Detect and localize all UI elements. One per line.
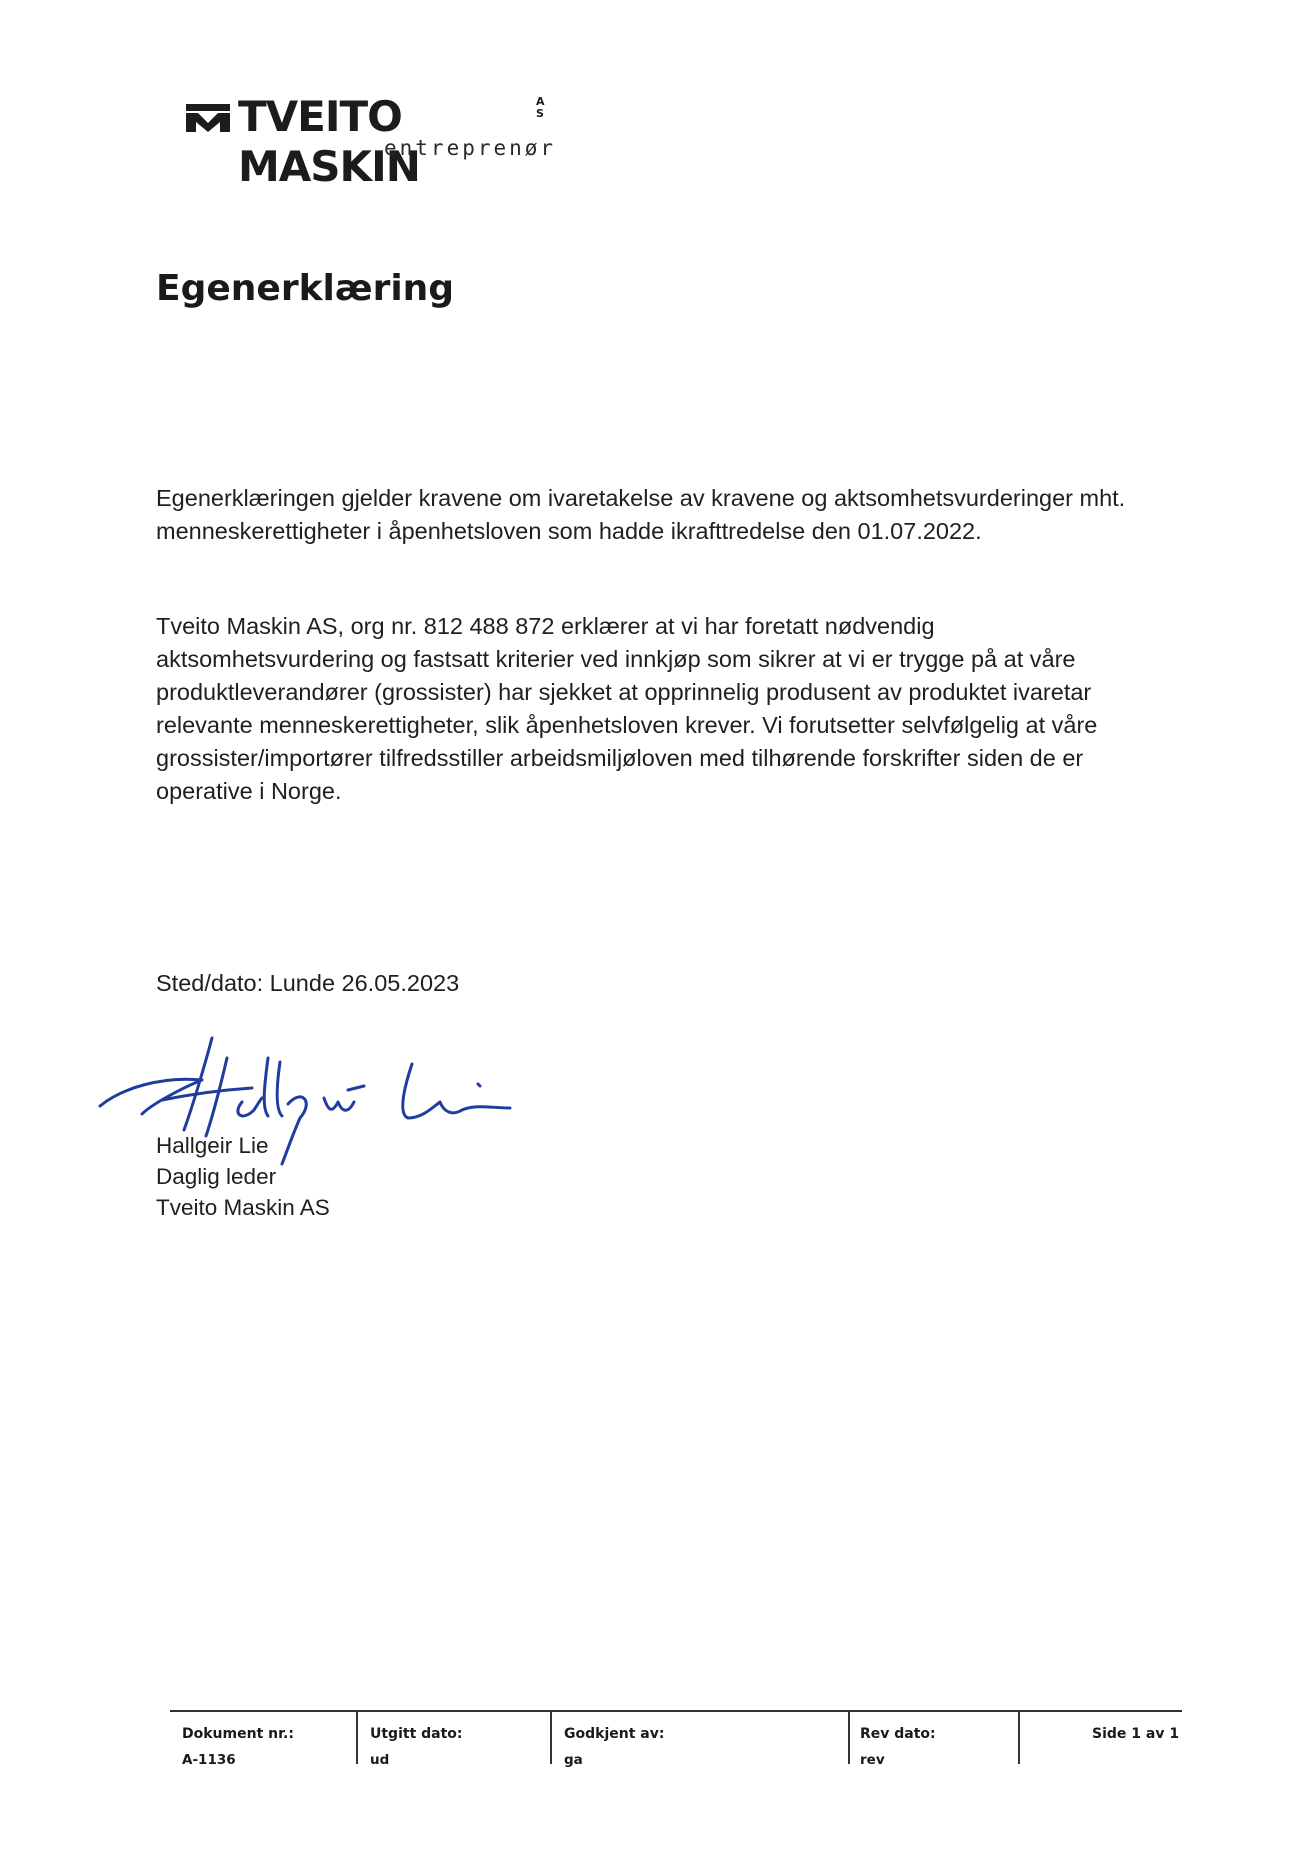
signer-company: Tveito Maskin AS xyxy=(156,1195,330,1220)
signer-name: Hallgeir Lie xyxy=(156,1133,269,1158)
footer-divider xyxy=(356,1712,358,1764)
paragraph-scope: Egenerklæringen gjelder kravene om ivaretakelse av kravene og aktsomhetsvurderinger mht. menneskerettigheter i åpenhetsloven som hadde ikrafttredelse den 01.07.2022. xyxy=(156,485,1126,544)
document-footer: Dokument nr.: A-1136 Utgitt dato: ud Godkjent av: ga Rev dato: rev Side 1 av 1 xyxy=(170,1710,1182,1764)
footer-divider xyxy=(848,1712,850,1764)
logo-suffix: A S xyxy=(536,95,545,120)
place-date: Sted/dato: Lunde 26.05.2023 xyxy=(156,970,460,996)
logo-name: TVEITO MASKIN xyxy=(238,92,420,191)
logo-tagline: entreprenør xyxy=(384,136,557,160)
footer-divider xyxy=(1018,1712,1020,1764)
logo-mark-icon xyxy=(186,104,230,132)
company-logo xyxy=(186,92,566,191)
signer-role: Daglig leder xyxy=(156,1164,277,1189)
footer-divider xyxy=(550,1712,552,1764)
document-title: Egenerklæring xyxy=(156,268,455,309)
paragraph-declaration: Tveito Maskin AS, org nr. 812 488 872 erklærer at vi har foretatt nødvendig aktsomhetsvurdering og fastsatt kriterier ved innkjøp som sikrer at vi er trygge på at våre produktleverandører (grossister) har sjekket at opprinnelig produsent av produktet ivaretar relevante menneskerettigheter, slik åpenhetsloven krever. Vi forutsetter selvfølgelig at våre grossister/importører tilfredsstiller arbeidsmiljøloven med tilhørende forskrifter siden de er operative i Norge. xyxy=(156,613,1098,804)
signer-block xyxy=(156,1130,330,1223)
